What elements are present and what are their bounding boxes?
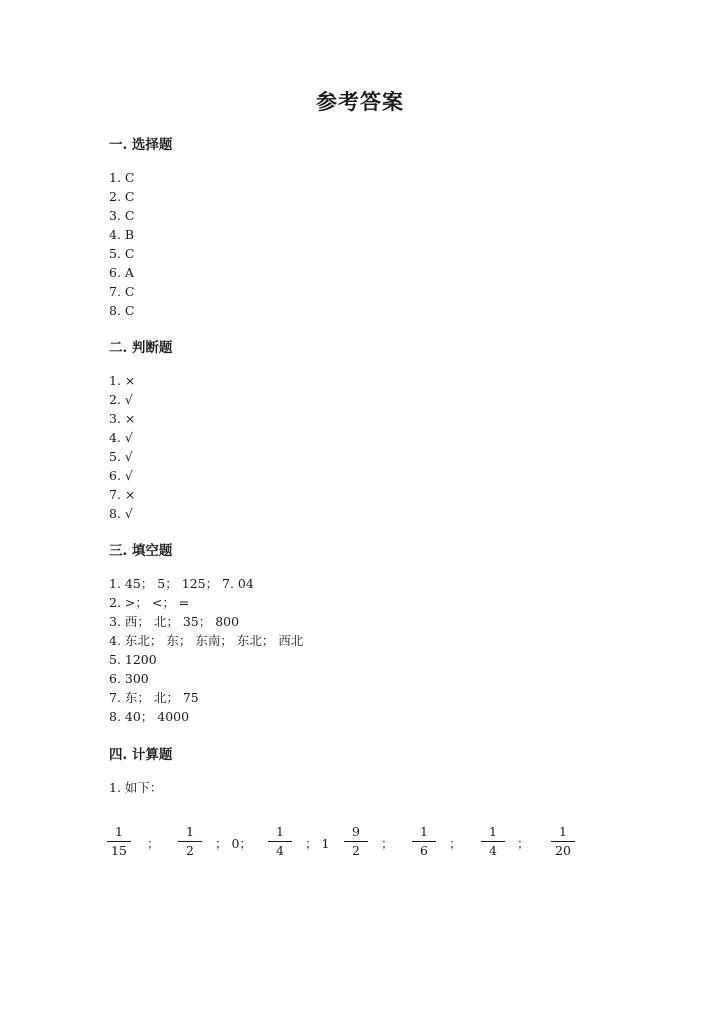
fraction-numerator: 1: [186, 824, 194, 839]
separator: ； 1: [305, 836, 330, 851]
section-heading-fill: 三. 填空题: [109, 543, 173, 559]
fraction-denominator: 20: [555, 843, 571, 858]
fraction-bar: [551, 841, 575, 842]
fraction: [481, 824, 505, 859]
choice-answer-list: [109, 168, 134, 320]
list-item: 2. C: [109, 189, 135, 204]
calc-intro: 1. 如下：: [109, 780, 163, 795]
separator: ；: [517, 836, 530, 851]
list-item: 4. 东北； 东； 东南； 东北； 西北: [109, 633, 304, 648]
fraction-denominator: 15: [111, 843, 127, 858]
page-title: 参考答案: [316, 89, 404, 114]
list-item: 6. √: [109, 468, 133, 483]
separator: ； 0；: [215, 836, 252, 851]
list-item: 3. C: [109, 208, 135, 223]
list-item: 2. √: [109, 392, 133, 407]
fraction-denominator: 2: [352, 843, 360, 858]
list-item: 4. √: [109, 430, 133, 445]
fraction: [412, 824, 436, 859]
fill-answer-list: [109, 574, 303, 726]
fraction: [178, 824, 202, 859]
list-item: 5. 1200: [109, 652, 157, 667]
list-item: 2. >； <； =: [109, 595, 190, 610]
list-item: 3. 西； 北； 35； 800: [109, 614, 240, 629]
list-item: 8. 40； 4000: [109, 709, 190, 724]
separator: ；: [147, 836, 160, 851]
calc-answer-row: [0, 824, 720, 864]
list-item: 4. B: [109, 227, 135, 242]
fraction-numerator: 9: [352, 824, 360, 839]
list-item: 6. A: [109, 265, 134, 280]
list-item: 3. ×: [109, 411, 136, 426]
fraction-numerator: 1: [420, 824, 428, 839]
fraction-denominator: 2: [186, 843, 194, 858]
list-item: 7. ×: [109, 487, 136, 502]
list-item: 5. C: [109, 246, 135, 261]
list-item: 8. C: [109, 303, 135, 318]
section-heading-choice: 一. 选择题: [109, 137, 173, 153]
fraction-bar: [178, 841, 202, 842]
fraction-bar: [107, 841, 131, 842]
list-item: 8. √: [109, 506, 133, 521]
fraction-bar: [481, 841, 505, 842]
fraction: [551, 824, 575, 859]
fraction-numerator: 1: [276, 824, 284, 839]
fraction-denominator: 4: [489, 843, 497, 858]
fraction-bar: [268, 841, 292, 842]
list-item: 7. C: [109, 284, 135, 299]
judge-answer-list: [109, 371, 135, 523]
fraction-denominator: 4: [276, 843, 284, 858]
fraction-bar: [412, 841, 436, 842]
fraction-numerator: 1: [559, 824, 567, 839]
list-item: 1. 45； 5； 125； 7. 04: [109, 576, 254, 591]
fraction-denominator: 6: [420, 843, 428, 858]
fraction: [268, 824, 292, 859]
list-item: 7. 东； 北； 75: [109, 690, 199, 705]
fraction-numerator: 1: [489, 824, 497, 839]
list-item: 1. ×: [109, 373, 136, 388]
fraction-bar: [344, 841, 368, 842]
fraction-numerator: 1: [115, 824, 123, 839]
separator: ；: [381, 836, 394, 851]
separator: ；: [449, 836, 462, 851]
list-item: 6. 300: [109, 671, 149, 686]
fraction: [107, 824, 131, 859]
list-item: 5. √: [109, 449, 133, 464]
list-item: 1. C: [109, 170, 135, 185]
fraction: [344, 824, 368, 859]
section-heading-calc: 四. 计算题: [109, 747, 173, 763]
section-heading-judge: 二. 判断题: [109, 340, 173, 356]
